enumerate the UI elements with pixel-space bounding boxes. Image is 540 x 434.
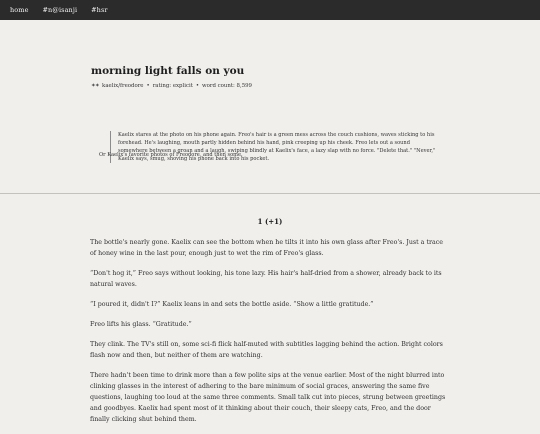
meta-separator: • (195, 83, 200, 89)
work-note: Or Kaelix's favorite photos of Freodore, and then some. (99, 152, 243, 158)
nav-home-link[interactable]: home (10, 6, 29, 14)
nav-hsr-tag-link[interactable]: #hsr (91, 6, 108, 14)
word-count: word count: 8,599 (202, 83, 252, 89)
top-nav (0, 0, 540, 20)
paragraph: There hadn't been time to drink more than a few polite sips at the venue earlier. Most of the night blurred into clinking glasses in the interest of adhering to the bare minimum of social graces, answering the same five questions, laughing too loud at the same three comments. Small talk cut into pieces, strung between greetings and goodbyes. Kaelix had spent most of it thinking about their couch, their sleepy cats, Freo, and the door finally clicking shut behind them. (90, 372, 446, 423)
section-divider (0, 193, 540, 194)
chapter-body (90, 237, 450, 434)
rating: rating: explicit (152, 83, 193, 89)
paragraph: “Don't hog it,” Freo says without looking, his tone lazy. His hair's half-dried from a shower, already back to its natural waves. (90, 270, 442, 288)
paragraph: The bottle's nearly gone. Kaelix can see the bottom when he tilts it into his own glass after Freo's. Just a trace of honey wine in the last pour, enough just to wet the rim of Freo's glass. (90, 239, 443, 257)
meta-separator: • (146, 83, 150, 89)
paragraph: Freo lifts his glass. “Gratitude.” (90, 321, 192, 328)
work-header (91, 65, 451, 89)
paragraph: “I poured it, didn't I?” Kaelix leans in and sets the bottle aside. “Show a little gratitude.” (90, 301, 374, 308)
nav-nisanji-tag-link[interactable]: #n@isanji (42, 6, 78, 14)
work-summary: Kaelix stares at the photo on his phone again. Freo's hair is a green mess across the couch cushions, waves sticking to his forehead. He's laughing, mouth partly hidden behind his hand, pink creeping up his cheek. Freo lets out a sound somewhere between a groan and a laugh, swiping blindly at Kaelix's face, a lazy slap with no force. "Delete that." "Never," Kaelix says, smug, shoving his phone back into his pocket. (110, 131, 440, 163)
paragraph: They clink. The TV's still on, some sci-fi flick half-muted with subtitles lagging behind the action. Bright colors flash now and then, but neither of them are watching. (90, 341, 443, 359)
ship-tag-link[interactable]: kaelix/freodore (102, 83, 144, 89)
chapter-heading: 1 (+1) (257, 217, 283, 226)
work-title: morning light falls on you (91, 65, 245, 77)
work-meta (91, 83, 451, 89)
star-icons: ✶✶ (91, 83, 100, 89)
